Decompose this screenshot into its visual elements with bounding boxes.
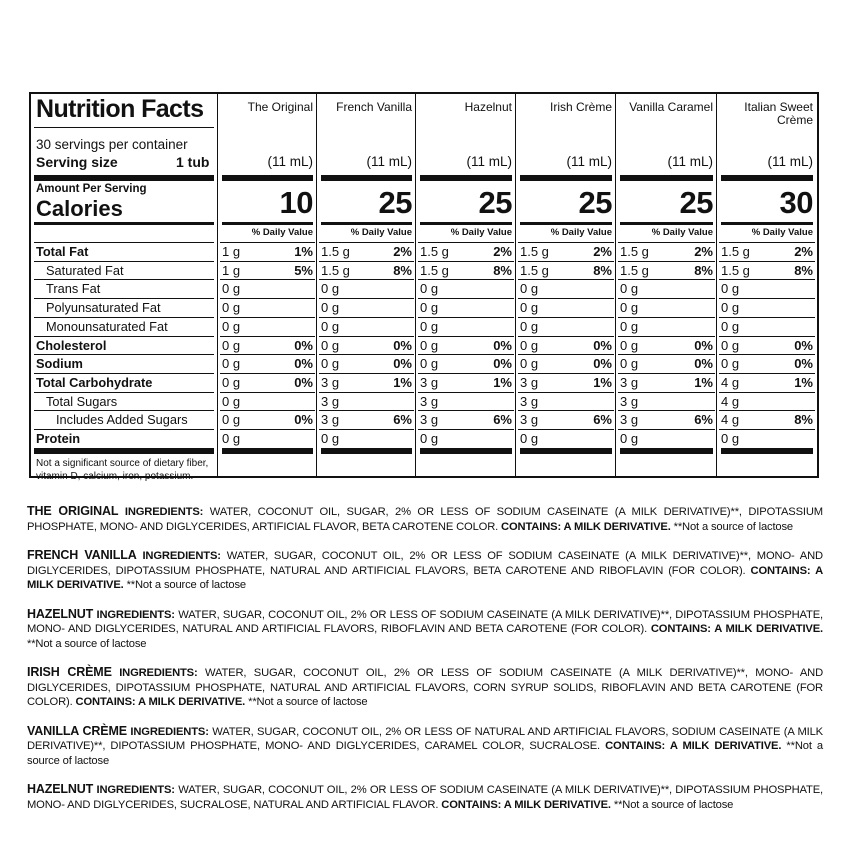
daily-value-percent: 8% [694, 262, 713, 278]
medium-rule [420, 222, 512, 225]
nutrient-amount: 3 g [620, 412, 639, 428]
row-rule [618, 317, 715, 318]
row-rule [418, 410, 514, 411]
flavor-name: French Vanilla [336, 100, 412, 114]
ingredients-text: WATER, COCONUT OIL, SUGAR, 2% OR LESS OF SODIUM CASEINATE (A MILK DERIVATIVE)**, DIPOTASSIUM PHOSPHATE, MONO- AND DIGLYCERIDES, ARTIFICIAL FLAVOR, BETA CAROTENE COLOR. [27, 506, 823, 533]
nutrient-amount: 0 g [520, 318, 539, 334]
nutrient-amount: 0 g [721, 431, 740, 446]
daily-value-header: % Daily Value [751, 227, 813, 238]
nutrient-amount: 0 g [420, 300, 439, 316]
nutrient-amount: 0 g [520, 337, 539, 353]
nutrient-label: Total Fat [36, 244, 89, 259]
daily-value-percent: 0% [694, 356, 713, 372]
contains-statement: CONTAINS: A MILK DERIVATIVE. [605, 740, 782, 752]
nutrient-amount: 1.5 g [520, 262, 549, 278]
ingredient-paragraph [27, 782, 823, 812]
lactose-note: **Not a source of lactose [610, 798, 734, 811]
nutrition-facts-panel [29, 92, 819, 482]
daily-value-percent: 1% [694, 374, 713, 390]
row-rule [418, 279, 514, 280]
ingredients-text: WATER, SUGAR, COCONUT OIL, 2% OR LESS OF NATURAL AND ARTIFICIAL FLAVORS, SODIUM CASEINATE (A MILK DERIVATIVE)**, DIPOTASSIUM PHOSPHATE, MONO- AND DIGLYCERIDES, CARAMEL COLOR, SUCRALOSE. [27, 725, 823, 752]
nutrient-amount: 0 g [620, 356, 639, 372]
nutrient-amount: 0 g [620, 431, 639, 446]
column-divider [217, 94, 218, 476]
row-rule [618, 336, 715, 337]
row-rule [319, 336, 414, 337]
daily-value-percent: 6% [493, 412, 512, 428]
nutrient-amount: 0 g [721, 356, 740, 372]
row-rule [319, 279, 414, 280]
lactose-note: **Not a source of lactose [27, 740, 823, 767]
row-rule [34, 354, 214, 355]
nutrient-amount: 3 g [321, 412, 340, 428]
medium-rule [321, 222, 412, 225]
ingredients-text: WATER, SUGAR, COCONUT OIL, 2% OR LESS OF SODIUM CASEINATE (A MILK DERIVATIVE)**, DIPOTASSIUM PHOSPHATE, MONO- AND DIGLYCERIDES, SUCRALOSE, NATURAL AND ARTIFICIAL FLAVOR. [27, 784, 823, 811]
thick-rule [222, 175, 313, 181]
ingredients-label: INGREDIENTS: [130, 725, 209, 738]
thick-rule [420, 448, 512, 454]
nutrient-amount: 3 g [321, 374, 340, 390]
serving-size-label: Serving size [36, 154, 118, 170]
nutrient-amount: 0 g [321, 300, 340, 316]
flavor-name: FRENCH VANILLA [27, 548, 137, 562]
thick-rule [321, 448, 412, 454]
row-rule [618, 242, 715, 243]
thick-rule [34, 448, 214, 454]
row-rule [719, 410, 815, 411]
nutrient-amount: 3 g [520, 374, 539, 390]
flavor-name: Italian Sweet [744, 100, 813, 114]
serving-size-value: 1 tub [176, 154, 210, 170]
nutrient-amount: 0 g [321, 318, 340, 334]
nutrient-amount: 3 g [420, 374, 439, 390]
nutrient-amount: 1.5 g [420, 262, 449, 278]
medium-rule [620, 222, 713, 225]
flavor-name: VANILLA CRÈME [27, 723, 127, 738]
calories-value: 25 [578, 185, 612, 220]
row-rule [34, 279, 214, 280]
row-rule [220, 279, 315, 280]
serving-size-ml: (11 mL) [267, 154, 313, 169]
ingredients-label: INGREDIENTS: [119, 667, 198, 679]
row-rule [220, 373, 315, 374]
ingredient-paragraph [27, 724, 823, 769]
flavor-name: Crème [776, 113, 813, 127]
daily-value-percent: 2% [493, 244, 512, 259]
lactose-note: **Not a source of lactose [670, 520, 794, 533]
daily-value-percent: 0% [294, 374, 313, 390]
ingredients-label: INGREDIENTS: [124, 506, 204, 518]
row-rule [418, 373, 514, 374]
panel-title: Nutrition Facts [36, 95, 204, 123]
daily-value-percent: 2% [794, 244, 813, 259]
nutrient-amount: 0 g [321, 356, 340, 372]
row-rule [518, 279, 614, 280]
nutrient-label: Cholesterol [36, 337, 107, 353]
column-divider [415, 94, 416, 476]
row-rule [418, 392, 514, 393]
row-rule [618, 261, 715, 262]
row-rule [518, 261, 614, 262]
ingredients-label: INGREDIENTS: [142, 550, 221, 562]
row-rule [719, 261, 815, 262]
nutrient-amount: 4 g [721, 374, 740, 390]
row-rule [34, 298, 214, 299]
flavor-name: THE ORIGINAL [27, 504, 119, 518]
column-divider [716, 94, 717, 476]
daily-value-percent: 1% [294, 244, 313, 259]
thick-rule [620, 448, 713, 454]
nutrient-amount: 1.5 g [520, 244, 549, 259]
medium-rule [34, 222, 214, 225]
nutrient-amount: 1.5 g [721, 262, 750, 278]
contains-statement: CONTAINS: A MILK DERIVATIVE. [27, 564, 823, 591]
row-rule [618, 298, 715, 299]
nutrient-amount: 3 g [520, 393, 539, 409]
row-rule [518, 392, 614, 393]
row-rule [618, 429, 715, 430]
row-rule [719, 373, 815, 374]
daily-value-percent: 6% [393, 412, 412, 428]
row-rule [319, 242, 414, 243]
row-rule [319, 298, 414, 299]
row-rule [34, 317, 214, 318]
row-rule [518, 429, 614, 430]
nutrient-amount: 0 g [721, 281, 740, 297]
nutrient-amount: 0 g [222, 300, 241, 316]
row-rule [418, 317, 514, 318]
thick-rule [520, 448, 612, 454]
nutrient-amount: 0 g [520, 356, 539, 372]
amount-per-serving: Amount Per Serving [36, 183, 147, 195]
row-rule [618, 373, 715, 374]
row-rule [220, 392, 315, 393]
daily-value-header: % Daily Value [651, 227, 713, 238]
nutrient-label: Monounsaturated Fat [46, 318, 168, 334]
daily-value-percent: 0% [794, 356, 813, 372]
daily-value-header: % Daily Value [251, 227, 313, 238]
thick-rule [420, 175, 512, 181]
servings-per-container: 30 servings per container [36, 137, 188, 152]
calories-value: 10 [279, 185, 313, 220]
row-rule [719, 279, 815, 280]
nutrient-amount: 0 g [520, 300, 539, 316]
title-rule [34, 127, 214, 128]
daily-value-percent: 0% [294, 337, 313, 353]
daily-value-percent: 0% [393, 356, 412, 372]
row-rule [220, 429, 315, 430]
row-rule [220, 336, 315, 337]
thick-rule [321, 175, 412, 181]
row-rule [34, 410, 214, 411]
ingredients-text: WATER, SUGAR, COCONUT OIL, 2% OR LESS OF SODIUM CASEINATE (A MILK DERIVATIVE)**, DIPOTASSIUM PHOSPHATE, MONO- AND DIGLYCERIDES, NATURAL AND ARTIFICIAL FLAVORS, RIBOFLAVIN AND BETA CAROTENE (FOR COLOR). [27, 608, 823, 635]
daily-value-header: % Daily Value [350, 227, 412, 238]
contains-statement: CONTAINS: A MILK DERIVATIVE. [441, 798, 611, 811]
nutrient-label: Polyunsaturated Fat [46, 300, 161, 316]
row-rule [518, 336, 614, 337]
nutrient-label: Trans Fat [46, 281, 101, 297]
nutrient-label: Includes Added Sugars [56, 412, 188, 428]
ingredient-paragraph [27, 504, 823, 534]
row-rule [34, 373, 214, 374]
row-rule [418, 336, 514, 337]
nutrient-amount: 0 g [222, 412, 241, 428]
row-rule [34, 392, 214, 393]
nutrient-amount: 4 g [721, 412, 740, 428]
row-rule [518, 317, 614, 318]
daily-value-percent: 1% [593, 374, 612, 390]
row-rule [518, 410, 614, 411]
nutrient-label: Saturated Fat [46, 262, 124, 278]
nutrient-amount: 1 g [222, 244, 241, 259]
nutrient-amount: 0 g [222, 393, 241, 409]
nutrient-amount: 3 g [420, 412, 439, 428]
nutrient-amount: 1 g [222, 262, 241, 278]
nutrient-amount: 0 g [321, 337, 340, 353]
thick-rule [222, 448, 313, 454]
column-divider [316, 94, 317, 476]
row-rule [518, 242, 614, 243]
row-rule [34, 336, 214, 337]
contains-statement: CONTAINS: A MILK DERIVATIVE. [650, 623, 823, 635]
row-rule [618, 410, 715, 411]
flavor-name: HAZELNUT [27, 782, 94, 796]
flavor-name: Irish Crème [549, 100, 612, 114]
daily-value-percent: 2% [593, 244, 612, 259]
calories-value: 30 [779, 185, 813, 220]
row-rule [618, 354, 715, 355]
row-rule [418, 354, 514, 355]
footnote: vitamin D, calcium, iron, potassium. [36, 470, 194, 482]
daily-value-percent: 6% [694, 412, 713, 428]
medium-rule [721, 222, 813, 225]
nutrient-amount: 0 g [420, 281, 439, 297]
daily-value-percent: 6% [593, 412, 612, 428]
calories-value: 25 [378, 185, 412, 220]
row-rule [34, 429, 214, 430]
daily-value-percent: 0% [493, 356, 512, 372]
nutrient-amount: 0 g [620, 337, 639, 353]
contains-statement: CONTAINS: A MILK DERIVATIVE. [501, 520, 671, 533]
row-rule [319, 392, 414, 393]
nutrient-amount: 0 g [520, 281, 539, 297]
daily-value-percent: 0% [694, 337, 713, 353]
calories-label: Calories [36, 196, 123, 221]
nutrient-label: Total Sugars [46, 393, 118, 409]
daily-value-percent: 0% [593, 356, 612, 372]
ingredient-paragraph [27, 607, 823, 652]
thick-rule [34, 175, 214, 181]
column-divider [615, 94, 616, 476]
column-divider [515, 94, 516, 476]
nutrient-amount: 0 g [620, 281, 639, 297]
lactose-note: **Not a source of lactose [245, 696, 368, 708]
lactose-note: **Not a source of lactose [27, 637, 147, 650]
row-rule [34, 261, 214, 262]
nutrient-amount: 0 g [222, 431, 241, 446]
row-rule [319, 410, 414, 411]
flavor-name: Vanilla Caramel [629, 100, 713, 114]
nutrient-amount: 0 g [222, 374, 241, 390]
row-rule [518, 298, 614, 299]
daily-value-percent: 5% [294, 262, 313, 278]
nutrient-amount: 1.5 g [620, 244, 649, 259]
daily-value-header: % Daily Value [550, 227, 612, 238]
row-rule [418, 429, 514, 430]
nutrient-amount: 0 g [222, 337, 241, 353]
daily-value-percent: 0% [393, 337, 412, 353]
calories-value: 25 [478, 185, 512, 220]
ingredients-section [27, 504, 823, 826]
daily-value-percent: 0% [294, 356, 313, 372]
daily-value-header: % Daily Value [450, 227, 512, 238]
nutrient-amount: 1.5 g [321, 262, 350, 278]
nutrient-amount: 1.5 g [321, 244, 350, 259]
flavor-name: The Original [247, 100, 313, 114]
ingredients-text: WATER, SUGAR, COCONUT OIL, 2% OR LESS OF SODIUM CASEINATE (A MILK DERIVATIVE)**, MONO- AND DIGLYCERIDES, DIPOTASSIUM PHOSPHATE, NATURAL AND ARTIFICIAL FLAVORS, BETA CAROTENE AND RIBOFLAVIN (FOR COLOR). [27, 550, 823, 577]
nutrient-amount: 0 g [721, 318, 740, 334]
nutrient-amount: 0 g [222, 281, 241, 297]
row-rule [319, 354, 414, 355]
nutrient-label: Sodium [36, 356, 83, 372]
serving-size-ml: (11 mL) [566, 154, 612, 169]
thick-rule [620, 175, 713, 181]
nutrient-amount: 1.5 g [420, 244, 449, 259]
calories-value: 25 [679, 185, 713, 220]
row-rule [319, 373, 414, 374]
nutrient-amount: 0 g [321, 431, 340, 446]
daily-value-percent: 8% [493, 262, 512, 278]
flavor-name: Hazelnut [464, 100, 512, 114]
daily-value-percent: 0% [794, 337, 813, 353]
row-rule [220, 354, 315, 355]
daily-value-percent: 8% [794, 262, 813, 278]
nutrient-label: Protein [36, 431, 81, 446]
serving-size-ml: (11 mL) [366, 154, 412, 169]
nutrient-amount: 1.5 g [620, 262, 649, 278]
footnote: Not a significant source of dietary fiber, [36, 457, 209, 469]
nutrient-amount: 0 g [222, 356, 241, 372]
nutrient-amount: 0 g [321, 281, 340, 297]
daily-value-percent: 0% [593, 337, 612, 353]
daily-value-percent: 8% [593, 262, 612, 278]
row-rule [719, 242, 815, 243]
nutrient-amount: 0 g [420, 431, 439, 446]
medium-rule [222, 222, 313, 225]
daily-value-percent: 0% [493, 337, 512, 353]
row-rule [618, 392, 715, 393]
daily-value-percent: 8% [794, 412, 813, 428]
daily-value-percent: 2% [694, 244, 713, 259]
row-rule [418, 242, 514, 243]
nutrient-amount: 3 g [620, 374, 639, 390]
flavor-name: IRISH CRÈME [27, 665, 112, 679]
row-rule [220, 242, 315, 243]
ingredients-text: WATER, SUGAR, COCONUT OIL, 2% OR LESS OF SODIUM CASEINATE (A MILK DERIVATIVE)**, MONO- AND DIGLYCERIDES, DIPOTASSIUM PHOSPHATE, NATURAL AND ARTIFICIAL FLAVORS, CORN SYRUP SOLIDS, RIBOFLAVIN AND BETA CAROTENE (FOR COLOR). [27, 667, 823, 708]
ingredients-label: INGREDIENTS: [96, 784, 175, 796]
nutrient-amount: 1.5 g [721, 244, 750, 259]
daily-value-percent: 1% [794, 374, 813, 390]
row-rule [719, 298, 815, 299]
row-rule [319, 429, 414, 430]
row-rule [319, 261, 414, 262]
daily-value-percent: 1% [393, 374, 412, 390]
thick-rule [721, 175, 813, 181]
daily-value-percent: 8% [393, 262, 412, 278]
nutrient-amount: 0 g [420, 356, 439, 372]
row-rule [34, 242, 214, 243]
contains-statement: CONTAINS: A MILK DERIVATIVE. [75, 696, 246, 708]
thick-rule [721, 448, 813, 454]
row-rule [518, 373, 614, 374]
nutrient-amount: 0 g [520, 431, 539, 446]
nutrient-label: Total Carbohydrate [36, 374, 153, 390]
row-rule [618, 279, 715, 280]
nutrient-amount: 3 g [620, 393, 639, 409]
nutrient-amount: 0 g [620, 300, 639, 316]
thick-rule [520, 175, 612, 181]
row-rule [719, 354, 815, 355]
row-rule [220, 261, 315, 262]
daily-value-percent: 1% [493, 374, 512, 390]
daily-value-percent: 0% [294, 412, 313, 428]
medium-rule [520, 222, 612, 225]
serving-size-ml: (11 mL) [767, 154, 813, 169]
ingredient-paragraph [27, 548, 823, 593]
row-rule [518, 354, 614, 355]
row-rule [719, 392, 815, 393]
lactose-note: **Not a source of lactose [123, 579, 246, 591]
nutrient-amount: 0 g [222, 318, 241, 334]
row-rule [418, 298, 514, 299]
daily-value-percent: 2% [393, 244, 412, 259]
nutrient-amount: 0 g [420, 318, 439, 334]
row-rule [418, 261, 514, 262]
serving-size-ml: (11 mL) [466, 154, 512, 169]
nutrient-amount: 0 g [721, 337, 740, 353]
nutrient-amount: 0 g [420, 337, 439, 353]
nutrient-amount: 3 g [321, 393, 340, 409]
row-rule [319, 317, 414, 318]
nutrient-amount: 0 g [620, 318, 639, 334]
row-rule [220, 410, 315, 411]
serving-size-ml: (11 mL) [667, 154, 713, 169]
row-rule [719, 317, 815, 318]
row-rule [220, 317, 315, 318]
nutrient-amount: 4 g [721, 393, 740, 409]
row-rule [719, 336, 815, 337]
ingredient-paragraph [27, 665, 823, 710]
flavor-name: HAZELNUT [27, 606, 94, 621]
ingredients-label: INGREDIENTS: [96, 608, 175, 621]
row-rule [220, 298, 315, 299]
nutrient-amount: 0 g [721, 300, 740, 316]
row-rule [719, 429, 815, 430]
nutrient-amount: 3 g [520, 412, 539, 428]
nutrient-amount: 3 g [420, 393, 439, 409]
